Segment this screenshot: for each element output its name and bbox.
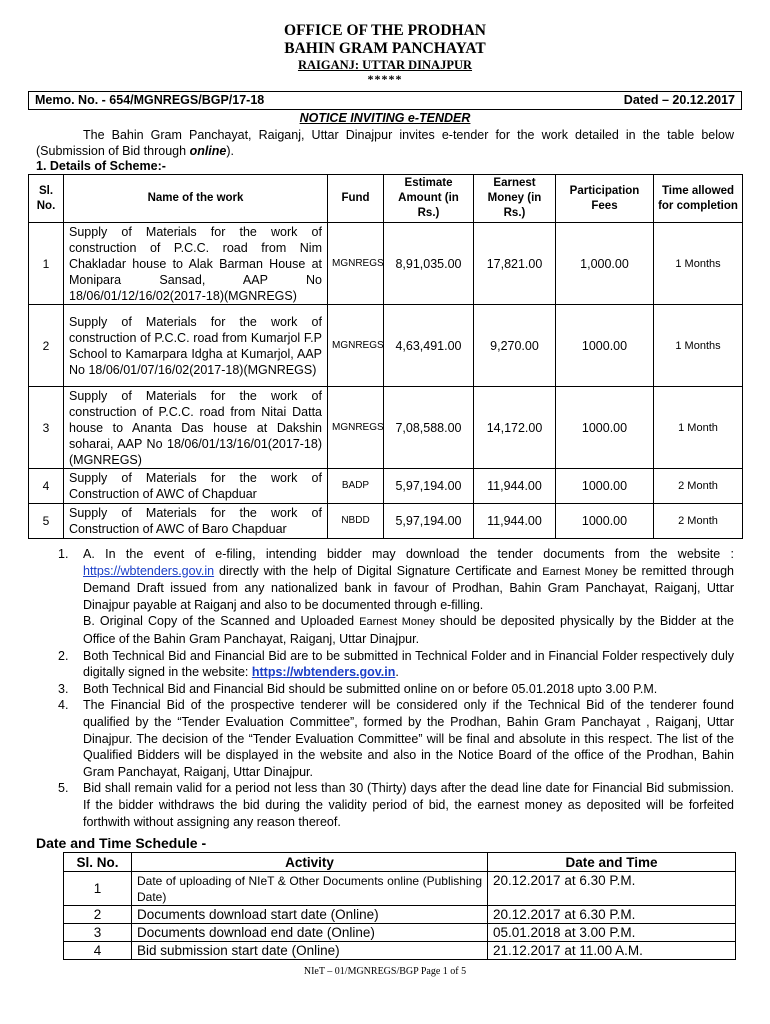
memo-bar <box>28 91 742 110</box>
cell-datetime: 20.12.2017 at 6.30 P.M. <box>488 872 736 906</box>
col-header-activity: Activity <box>132 853 488 872</box>
term-3-number: 3. <box>58 681 69 696</box>
col-header-earnest: Earnest Money (in Rs.) <box>474 175 556 223</box>
cell-activity: Documents download start date (Online) <box>132 906 488 924</box>
schedule-header-row <box>64 853 736 872</box>
term-1-number: 1. <box>58 547 69 561</box>
cell-participation: 1000.00 <box>556 387 654 469</box>
table-row <box>64 942 736 960</box>
cell-sl: 2 <box>64 906 132 924</box>
location-text: RAIGANJ: UTTAR DINAJPUR <box>297 58 473 72</box>
scheme-header-row <box>29 175 743 223</box>
term-4-text: The Financial Bid of the prospective tenderer will be considered only if the Technical Bid of the tenderer found qualified by the “Tender Evaluation Committee”, formed by the Prodhan, Bahin Gram Panchayat , Raiganj, Uttar Dinajpur. The decision of the “Tender Evaluation Committee” will be final and absolute in this respect. The list of the Qualified Bidders will be displayed in the website and also in the Notice Board of the office of the Prodhan, Bahin Gram Panchayat, Raiganj, Uttar Dinajpur. <box>83 698 734 779</box>
term-5-text: Bid shall remain valid for a period not less than 30 (Thirty) days after the dead line date for Financial Bid submission. If the bidder withdraws the bid during the validity period of bid, the earnest money as deposited will be forfeited forthwith without assigning any reason thereof. <box>83 781 734 829</box>
cell-participation: 1000.00 <box>556 469 654 504</box>
col-header-datetime: Date and Time <box>488 853 736 872</box>
term-1b-earnest: Earnest Money <box>359 616 435 629</box>
location-line <box>0 58 770 73</box>
table-row <box>29 305 743 387</box>
cell-estimate: 7,08,588.00 <box>384 387 474 469</box>
term-2 <box>36 648 734 681</box>
term-1 <box>36 546 734 648</box>
term-4-number: 4. <box>58 698 69 713</box>
office-title: OFFICE OF THE PRODHAN <box>284 22 486 39</box>
term-1a-earnest: Earnest Money <box>542 565 618 578</box>
cell-time: 2 Month <box>654 469 743 504</box>
cell-earnest: 14,172.00 <box>474 387 556 469</box>
cell-earnest: 17,821.00 <box>474 223 556 305</box>
cell-earnest: 9,270.00 <box>474 305 556 387</box>
cell-participation: 1000.00 <box>556 504 654 539</box>
cell-estimate: 5,97,194.00 <box>384 504 474 539</box>
table-row <box>29 469 743 504</box>
intro-paragraph <box>36 127 734 159</box>
cell-fund: NBDD <box>328 504 384 539</box>
col-header-estimate: Estimate Amount (in Rs.) <box>384 175 474 223</box>
terms-list <box>36 546 734 830</box>
wbtenders-link-2[interactable]: https://wbtenders.gov.in <box>251 665 396 680</box>
term-3-text: Both Technical Bid and Financial Bid should be submitted online on or before 05.01.2018 upto 3.00 P.M. <box>83 681 658 696</box>
panchayat-name: BAHIN GRAM PANCHAYAT <box>284 40 486 57</box>
cell-work: Supply of Materials for the work of Construction of AWC of Chapduar <box>64 469 328 504</box>
cell-sl: 1 <box>29 223 64 305</box>
col-header-work: Name of the work <box>64 175 328 223</box>
table-row <box>29 387 743 469</box>
memo-number: Memo. No. - 654/MGNREGS/BGP/17-18 <box>35 93 265 107</box>
term-1a-text-2: directly with the help of Digital Signature Certificate and <box>214 563 543 578</box>
cell-sl: 2 <box>29 305 64 387</box>
term-2-text: Both Technical Bid and Financial Bid are to be submitted in Technical Folder and in Financial Folder respectively duly digitally signed in the website: <box>83 648 734 680</box>
scheme-table <box>28 174 743 539</box>
intro-online: online <box>189 144 227 158</box>
col-header-sl: Sl. No. <box>29 175 64 223</box>
cell-datetime: 20.12.2017 at 6.30 P.M. <box>488 906 736 924</box>
cell-datetime: 21.12.2017 at 11.00 A.M. <box>488 942 736 960</box>
cell-participation: 1000.00 <box>556 305 654 387</box>
notice-title: NOTICE INVITING e-TENDER <box>299 111 471 125</box>
term-2-number: 2. <box>58 648 69 663</box>
memo-date: Dated – 20.12.2017 <box>623 93 735 107</box>
wbtenders-link[interactable]: https://wbtenders.gov.in <box>83 563 215 578</box>
table-row <box>64 872 736 906</box>
term-5-number: 5. <box>58 781 69 796</box>
table-row <box>29 223 743 305</box>
table-row <box>64 924 736 942</box>
cell-activity: Documents download end date (Online) <box>132 924 488 942</box>
cell-fund: MGNREGS <box>328 387 384 469</box>
cell-work: Supply of Materials for the work of construction of P.C.C. road from Nim Chakladar house to Alak Barman House at Monipara Sansad, AAP No 18/06/01/12/16/02(2017-18)(MGNREGS) <box>64 223 328 305</box>
table-row <box>64 906 736 924</box>
cell-earnest: 11,944.00 <box>474 469 556 504</box>
cell-fund: MGNREGS <box>328 305 384 387</box>
cell-time: 1 Months <box>654 305 743 387</box>
col-header-participation: Participation Fees <box>556 175 654 223</box>
cell-earnest: 11,944.00 <box>474 504 556 539</box>
cell-estimate: 5,97,194.00 <box>384 469 474 504</box>
section-heading-scheme: 1. Details of Scheme:- <box>36 159 166 173</box>
cell-activity: Date of uploading of NIeT & Other Documents online (Publishing Date) <box>132 872 488 906</box>
term-1b-text-2: should be deposited physically by the Bidder at the Office of the Bahin Gram Panchayat, Raiganj, Uttar Dinajpur. <box>83 614 734 646</box>
col-header-fund: Fund <box>328 175 384 223</box>
cell-datetime: 05.01.2018 at 3.00 P.M. <box>488 924 736 942</box>
table-row <box>29 504 743 539</box>
cell-estimate: 4,63,491.00 <box>384 305 474 387</box>
cell-sl: 3 <box>64 924 132 942</box>
term-1b-text: B. Original Copy of the Scanned and Uploaded <box>83 614 360 629</box>
cell-sl: 5 <box>29 504 64 539</box>
cell-activity: Bid submission start date (Online) <box>132 942 488 960</box>
cell-estimate: 8,91,035.00 <box>384 223 474 305</box>
intro-end: ). <box>226 144 235 158</box>
cell-time: 2 Month <box>654 504 743 539</box>
cell-sl: 3 <box>29 387 64 469</box>
cell-sl: 1 <box>64 872 132 906</box>
cell-fund: BADP <box>328 469 384 504</box>
cell-work: Supply of Materials for the work of Construction of AWC of Baro Chapduar <box>64 504 328 539</box>
cell-sl: 4 <box>64 942 132 960</box>
term-3 <box>36 681 734 698</box>
term-1a-text-3: be remitted through Demand Draft issued from any nationalized bank in favour of Prodhan, Bahin Gram Panchayat, Raiganj, Uttar Dinajpur payable at Raiganj and also to be documented through e-filling. <box>83 563 735 612</box>
cell-participation: 1,000.00 <box>556 223 654 305</box>
cell-time: 1 Months <box>654 223 743 305</box>
cell-work: Supply of Materials for the work of construction of P.C.C. road from Nitai Datta house to Ananta Das house at Dakshin soharai, AAP No 18/06/01/13/16/01(2017-18)(MGNREGS) <box>64 387 328 469</box>
cell-work: Supply of Materials for the work of construction of P.C.C. road from Kumarjol F.P School to Kamarpara Idgha at Kumarjol, AAP No 18/06/01/07/16/02(2017-18)(MGNREGS) <box>64 305 328 387</box>
cell-fund: MGNREGS <box>328 223 384 305</box>
header-stars: ***** <box>367 72 403 86</box>
term-5 <box>36 780 734 830</box>
term-2-end: . <box>395 665 399 680</box>
page-footer: NIeT – 01/MGNREGS/BGP Page 1 of 5 <box>303 966 467 977</box>
col-header-time: Time allowed for completion <box>654 175 743 223</box>
term-1a-text: A. In the event of e-filing, intending bidder may download the tender documents from the website : <box>83 547 734 561</box>
schedule-table <box>63 852 736 960</box>
schedule-heading: Date and Time Schedule - <box>36 835 207 851</box>
cell-sl: 4 <box>29 469 64 504</box>
intro-text: The Bahin Gram Panchayat, Raiganj, Uttar Dinajpur invites e-tender for the work detailed in the table below (Submission of Bid through <box>36 128 734 158</box>
term-4 <box>36 697 734 780</box>
cell-time: 1 Month <box>654 387 743 469</box>
col-header-sl: Sl. No. <box>64 853 132 872</box>
